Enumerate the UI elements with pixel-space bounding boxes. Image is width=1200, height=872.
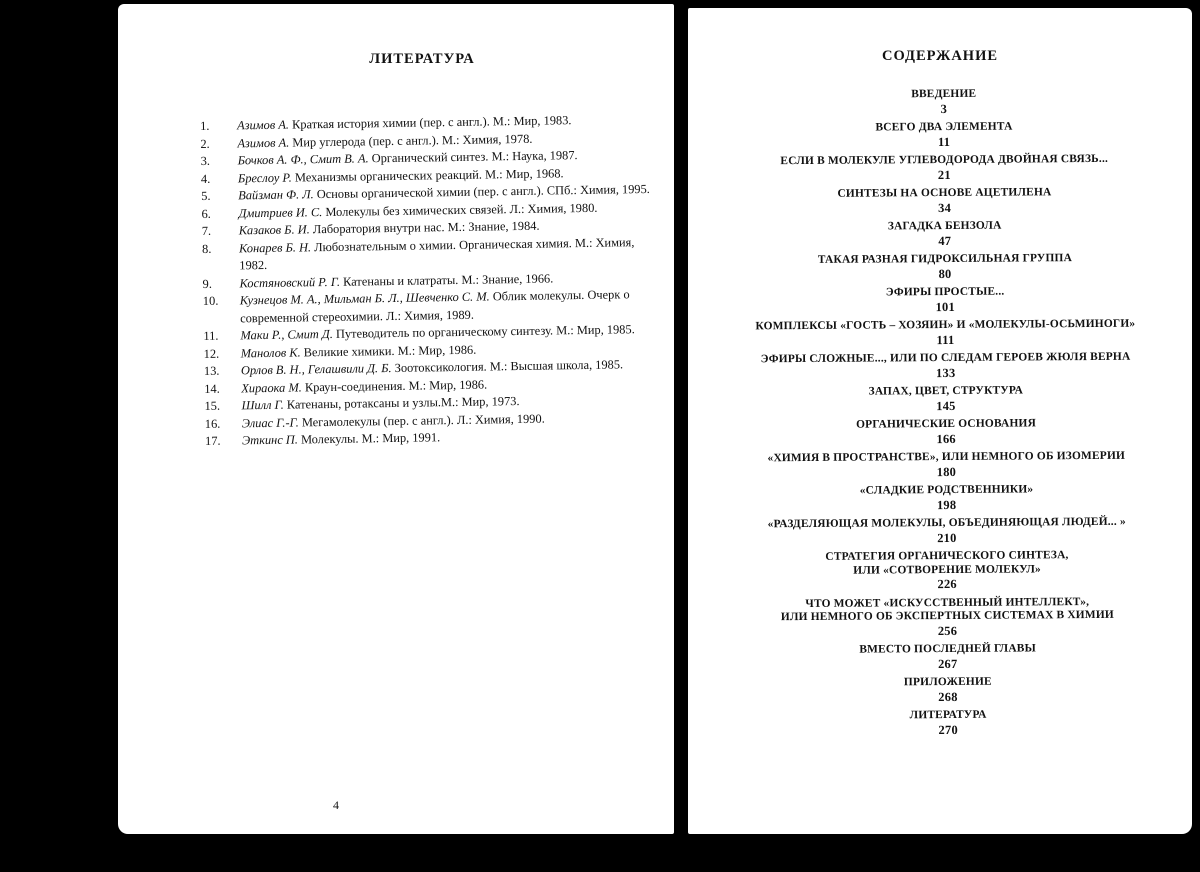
entry-details: Краун-соединения. М.: Мир, 1986. [301,377,488,394]
toc-title: «РАЗДЕЛЯЮЩАЯ МОЛЕКУЛЫ, ОБЪЕДИНЯЮЩАЯ ЛЮДЕЙ... » [767,515,1126,531]
entry-details: Молекулы без химических связей. Л.: Химия, 1980. [322,200,598,219]
entry-author: Шилл Г. [241,397,284,413]
toc-page-number: 21 [937,167,951,182]
toc-page-number: 11 [937,134,951,149]
toc-title: ОРГАНИЧЕСКИЕ ОСНОВАНИЯ [856,417,1037,431]
entry-details: Любознательным о химии. Органическая химия. М.: Химия, 1982. [239,234,635,273]
toc-title: ПРИЛОЖЕНИЕ [903,675,992,689]
toc-page-number: 256 [937,623,958,638]
entry-number: 15. [204,398,221,413]
entry-number: 9. [202,276,213,291]
toc-entry [704,119,1184,150]
left-page [118,4,674,834]
toc-entry [705,218,1185,249]
toc-entry [707,515,1187,546]
toc-page-number: 47 [938,233,952,248]
entry-number: 1. [200,118,210,133]
entry-details: Великие химики. М.: Мир, 1986. [300,342,477,359]
toc-page-number: 166 [936,431,956,446]
toc-entry [708,707,1188,738]
toc-page-number: 3 [940,101,948,116]
bibliography-heading: ЛИТЕРАТУРА [369,51,475,67]
toc-entry [707,548,1187,593]
toc-entry [706,416,1186,447]
toc-title: КОМПЛЕКСЫ «ГОСТЬ – ХОЗЯИН» И «МОЛЕКУЛЫ-ОСЬМИНОГИ» [755,317,1136,333]
toc-title: ЭФИРЫ ПРОСТЫЕ... [885,285,1005,299]
entry-author: Кузнецов М. А., Мильман Б. Л., Шевченко С. М. [239,289,490,308]
entry-number: 12. [203,346,220,361]
table-of-contents [704,86,1189,743]
entry-details: Зоотоксикология. М.: Высшая школа, 1985. [391,357,624,376]
toc-entry [704,86,1184,117]
toc-entry [708,674,1188,705]
toc-page-number: 133 [935,365,956,380]
toc-page-number: 268 [938,689,958,704]
toc-page-number: 145 [936,398,956,413]
entry-author: Хираока М. [241,379,302,395]
toc-entry [706,482,1186,513]
entry-number: 8. [201,241,212,256]
entry-number: 7. [201,223,212,238]
toc-title: СИНТЕЗЫ НА ОСНОВЕ АЦЕТИЛЕНА [837,186,1052,200]
toc-entry [706,350,1186,381]
entry-details: Органический синтез. М.: Наука, 1987. [368,148,578,166]
toc-title: СТРАТЕГИЯ ОРГАНИЧЕСКОГО СИНТЕЗА, [825,549,1069,563]
entry-number: 13. [203,363,220,378]
entry-author: Азимов А. [237,135,290,150]
entry-number: 4. [200,171,211,186]
toc-entry [705,284,1185,315]
entry-author: Вайзман Ф. Л. [238,187,314,203]
entry-details: Лаборатория внутри нас. М.: Знание, 1984. [309,218,540,237]
toc-page-number: 111 [936,332,955,347]
entry-author: Казаков Б. И. [238,222,310,238]
entry-number: 6. [201,206,211,221]
toc-entry [704,185,1184,216]
entry-number: 2. [200,136,210,151]
entry-number: 16. [204,416,221,431]
toc-page-number: 210 [937,530,957,545]
toc-page-number: 270 [938,722,958,737]
toc-title: ЕСЛИ В МОЛЕКУЛЕ УГЛЕВОДОРОДА ДВОЙНАЯ СВЯЗЬ... [780,152,1109,168]
toc-entry [704,152,1184,183]
toc-entry [708,641,1188,672]
toc-entry [707,595,1187,640]
toc-title: «ХИМИЯ В ПРОСТРАНСТВЕ», ИЛИ НЕМНОГО ОБ ИЗОМЕРИИ [767,449,1126,465]
toc-page-number: 180 [936,464,957,479]
entry-details: Основы органической химии (пер. с англ.). СПб.: Химия, 1995. [313,181,650,202]
entry-author: Манолов К. [240,344,301,360]
toc-page-number: 198 [936,497,957,512]
toc-title: ВМЕСТО ПОСЛЕДНЕЙ ГЛАВЫ [859,642,1036,656]
toc-entry [705,317,1185,348]
toc-title: «СЛАДКИЕ РОДСТВЕННИКИ» [859,483,1034,497]
entry-author: Бочков А. Ф., Смит В. А. [237,151,369,168]
toc-entry [706,449,1186,480]
entry-details: Мегамолекулы (пер. с англ.). Л.: Химия, 1990. [298,411,545,429]
toc-title: ЛИТЕРАТУРА [909,708,987,722]
toc-title: ТАКАЯ РАЗНАЯ ГИДРОКСИЛЬНАЯ ГРУППА [817,252,1073,266]
entry-number: 5. [201,188,211,203]
toc-title: ЭФИРЫ СЛОЖНЫЕ..., ИЛИ ПО СЛЕДАМ ГЕРОЕВ ЖЮЛЯ ВЕРНА [760,350,1131,366]
entry-number: 10. [202,293,219,308]
toc-title: ВВЕДЕНИЕ [911,87,977,101]
toc-page-number: 101 [935,299,955,314]
entry-author: Конарев Б. Н. [238,239,312,255]
entry-number: 3. [200,153,211,168]
toc-page-number: 80 [938,266,952,281]
right-page [688,8,1192,834]
toc-page-number: 226 [937,576,957,592]
entry-details: Катенаны, ротаксаны и узлы.М.: Мир, 1973. [283,394,520,412]
entry-details: Молекулы. М.: Мир, 1991. [297,430,441,447]
toc-title: ЗАГАДКА БЕНЗОЛА [887,219,1002,233]
entry-author: Азимов А. [237,117,290,133]
toc-title-line2: ИЛИ НЕМНОГО ОБ ЭКСПЕРТНЫХ СИСТЕМАХ В ХИМИИ [780,608,1114,624]
bibliography-list [200,111,665,451]
entry-details: Краткая история химии (пер. с англ.). М.: Мир, 1983. [288,113,572,132]
toc-title: ЗАПАХ, ЦВЕТ, СТРУКТУРА [868,384,1024,398]
entry-author: Дмитриев И. С. [238,204,323,220]
page-number: 4 [333,798,339,812]
entry-details: Механизмы органических реакций. М.: Мир, 1968. [291,165,564,185]
entry-number: 17. [204,433,221,448]
toc-entry [706,383,1186,414]
toc-title: ЧТО МОЖЕТ «ИСКУССТВЕННЫЙ ИНТЕЛЛЕКТ», [805,595,1090,610]
entry-details: Путеводитель по органическому синтезу. М.: Мир, 1985. [332,322,635,341]
entry-author: Костяновский Р. Г. [239,274,341,290]
toc-page-number: 267 [937,656,958,671]
entry-number: 11. [203,328,219,343]
toc-title: ВСЕГО ДВА ЭЛЕМЕНТА [875,120,1013,134]
entry-author: Маки Р., Смит Д. [240,326,333,343]
entry-details: Облик молекулы. Очерк о современной стереохимии. Л.: Химия, 1989. [240,287,630,325]
entry-details: Катенаны и клатраты. М.: Знание, 1966. [339,270,554,289]
toc-title-line2: ИЛИ «СОТВОРЕНИЕ МОЛЕКУЛ» [853,562,1041,577]
entry-author: Элиас Г.-Г. [241,414,299,430]
contents-heading: СОДЕРЖАНИЕ [881,48,999,64]
toc-page-number: 34 [938,200,952,215]
entry-author: Бреслоу Р. [237,170,292,185]
entry-number: 14. [204,381,220,396]
entry-author: Орлов В. Н., Гелашвили Д. Б. [240,361,392,378]
entry-details: Мир углерода (пер. с англ.). М.: Химия, 1978. [289,131,533,150]
toc-entry [705,251,1185,282]
entry-author: Эткинс П. [241,432,299,448]
